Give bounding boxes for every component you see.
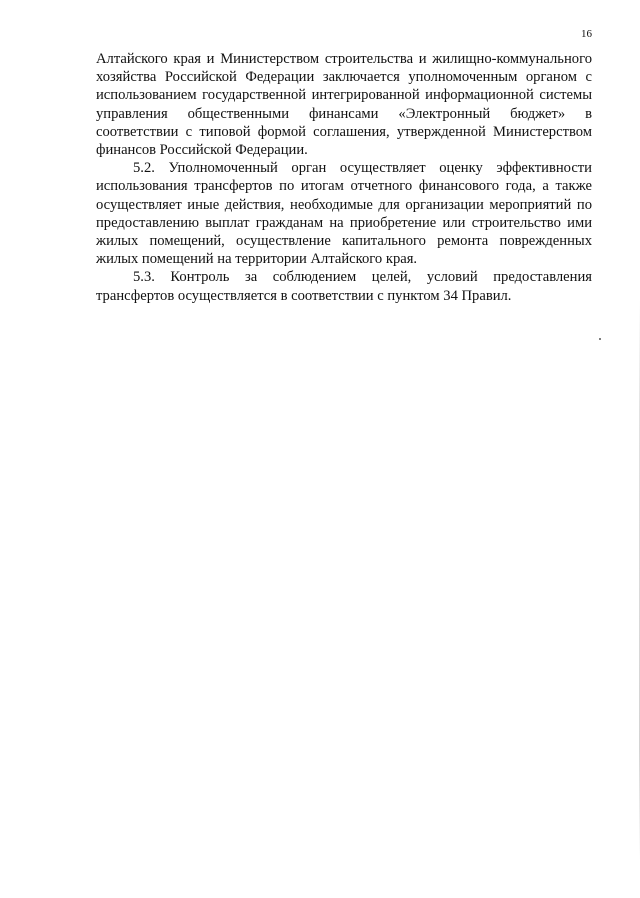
paragraph-continuation: Алтайского края и Министерством строительства и жилищно-коммунального хозяйства Российской Федерации заключается уполномоченным органом с использованием государственной интегрированной информационной системы управления общественными финансами «Электронный бюджет» в соответствии с типовой формой соглашения, утвержденной Министерством финансов Российской Федерации. — [96, 51, 592, 159]
paragraph-clause-5-2: 5.2. Уполномоченный орган осуществляет оценку эффективности использования трансфертов по итогам отчетного финансового года, а также осуществляет иные действия, необходимые для организации мероприятий по предоставлению выплат гражданам на приобретение или строительство ими жилых помещений, осуществление капитального ремонта поврежденных жилых помещений на территории Алтайского края. — [96, 160, 592, 268]
scan-speck — [599, 338, 601, 340]
page-number: 16 — [581, 28, 592, 40]
paragraph-clause-5-3: 5.3. Контроль за соблюдением целей, условий предоставления трансфертов осуществляется в соответствии с пунктом 34 Правил. — [96, 269, 592, 304]
document-body — [96, 50, 592, 305]
